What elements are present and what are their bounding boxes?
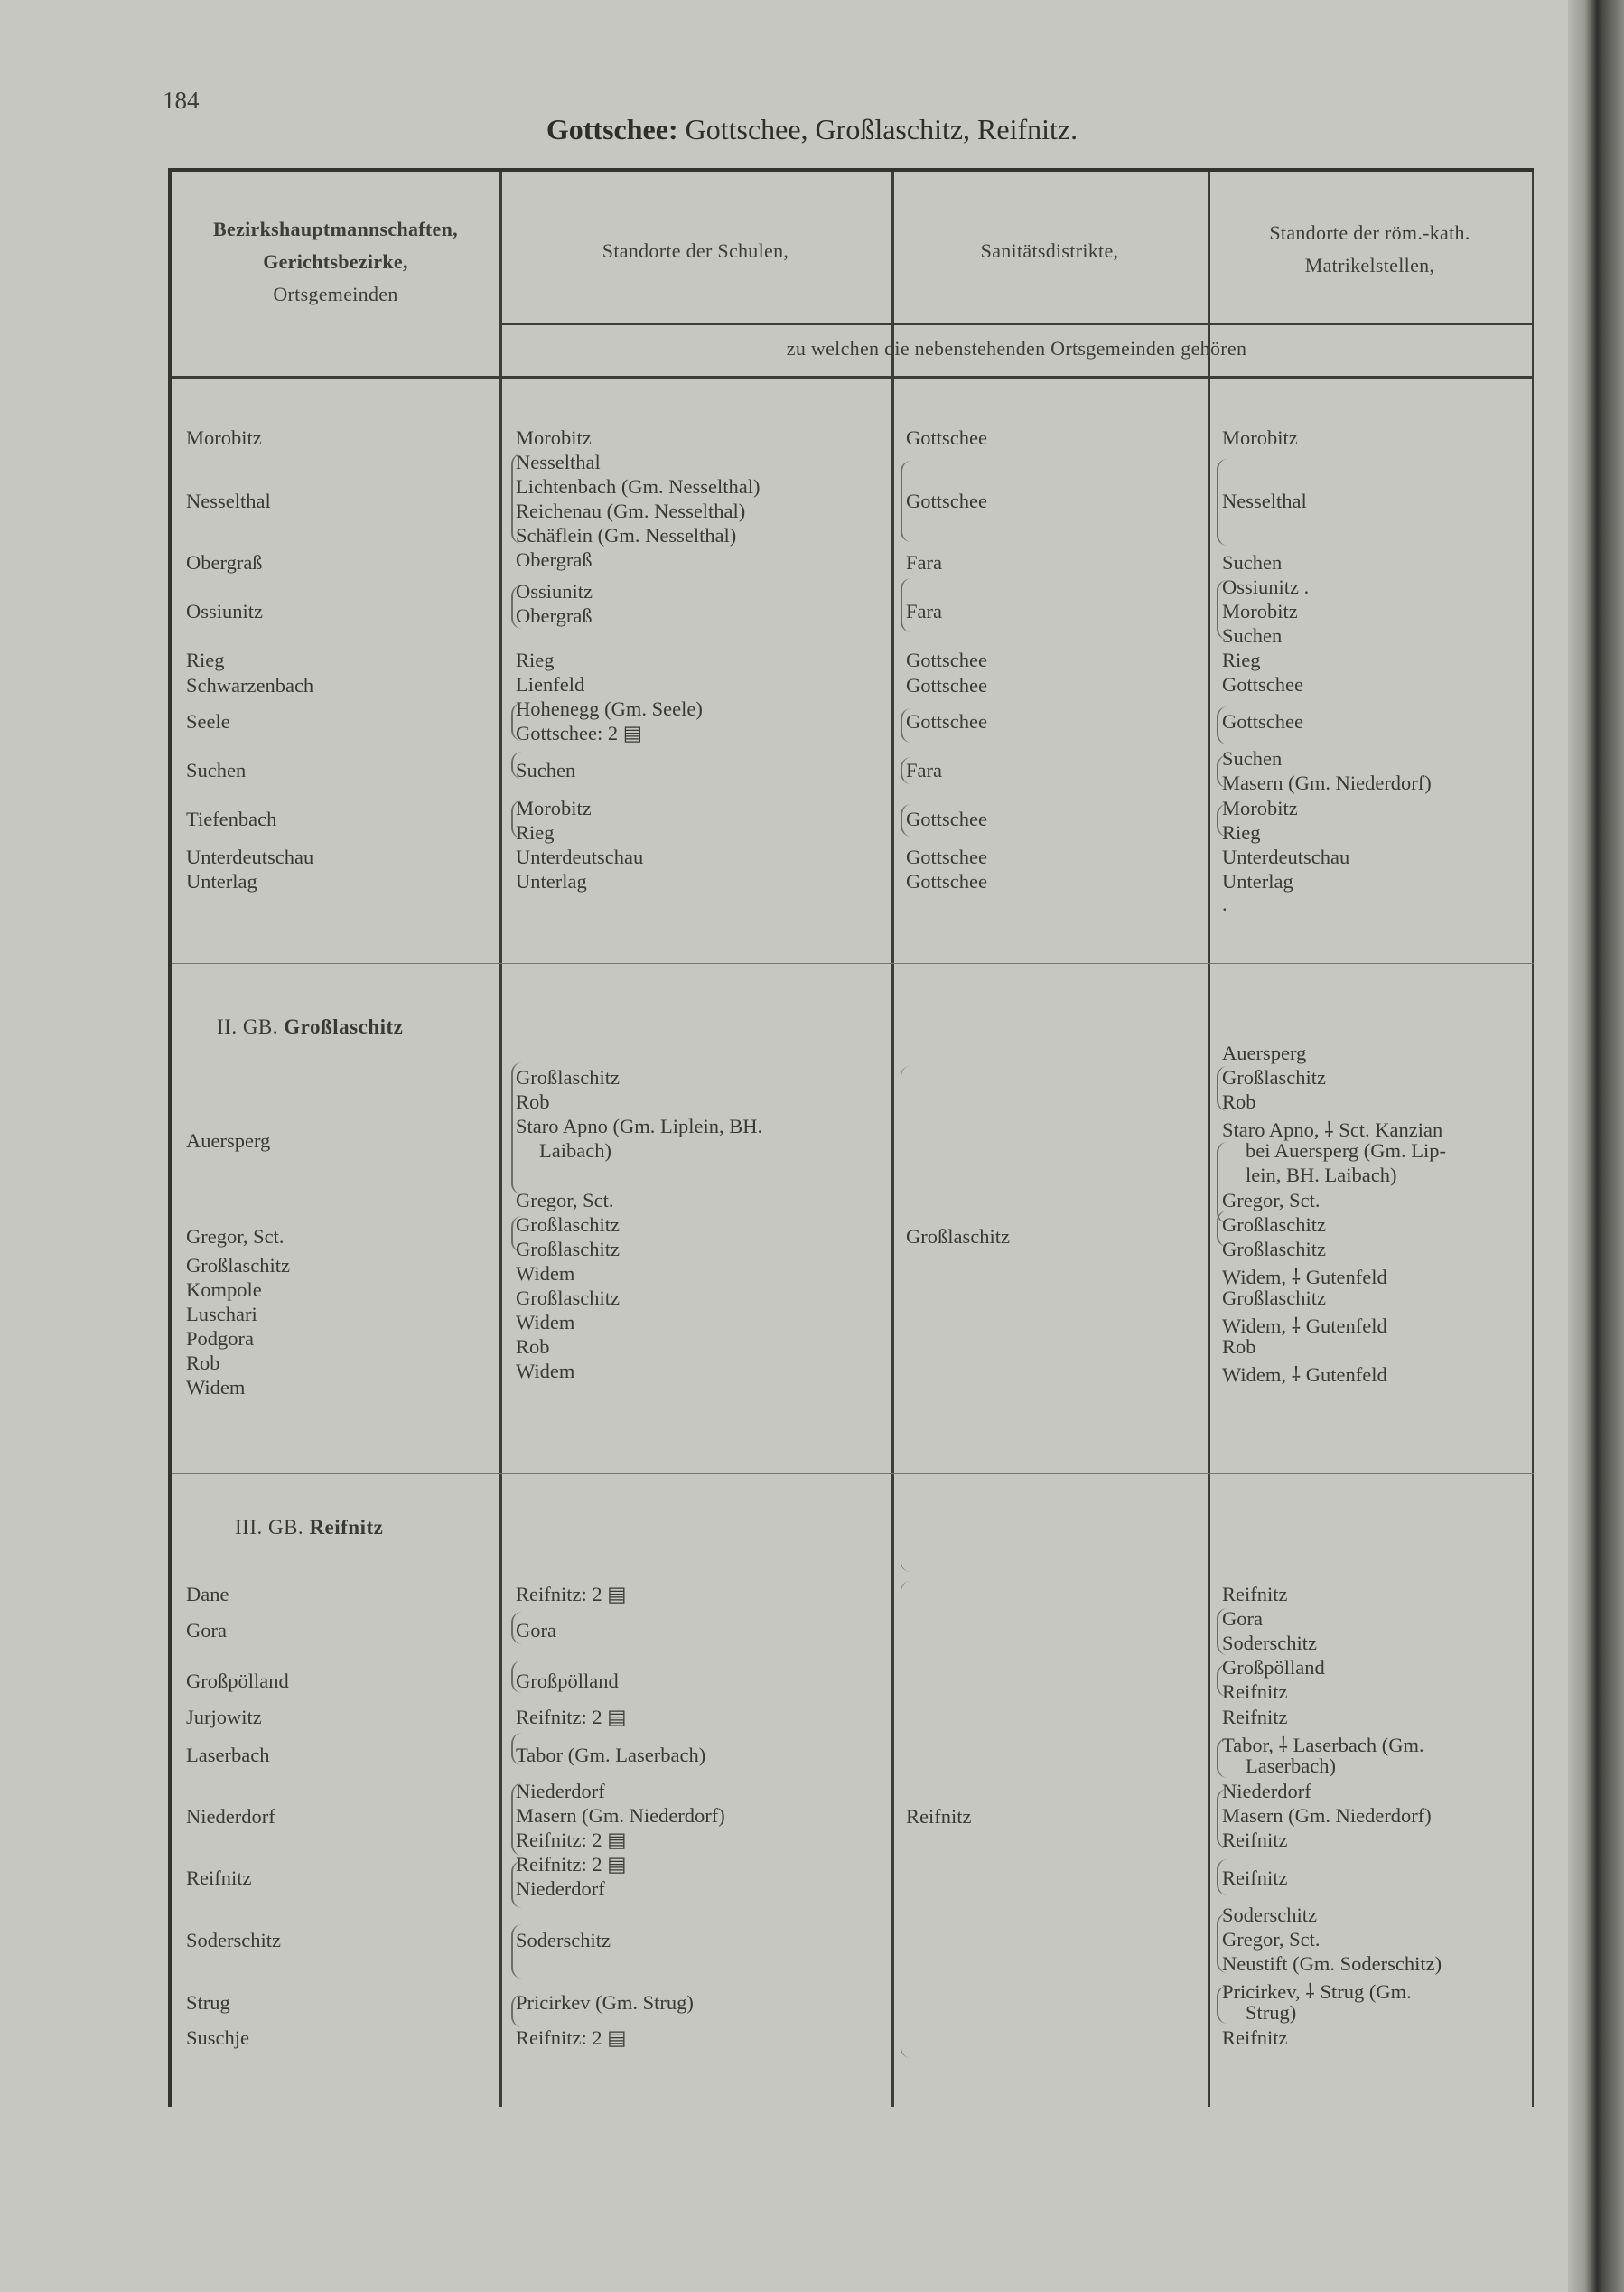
list-item: Unterlag xyxy=(186,870,257,893)
list-item: Unterdeutschau xyxy=(186,846,314,868)
list-item: Gottschee xyxy=(1222,710,1303,733)
list-item: Nesselthal xyxy=(516,451,601,473)
list-item: Großlaschitz xyxy=(186,1254,290,1277)
list-item: Gottschee xyxy=(906,710,987,733)
list-item: Gora xyxy=(516,1619,556,1642)
list-item: Unterlag xyxy=(516,870,587,893)
list-item: Gottschee xyxy=(906,846,987,868)
section-heading-reifnitz xyxy=(235,1516,383,1539)
list-item: Pricirkev (Gm. Strug) xyxy=(516,1991,694,2014)
list-item: Masern (Gm. Niederdorf) xyxy=(1222,1804,1432,1827)
header-col1 xyxy=(172,213,499,311)
list-item: Gregor, Sct. xyxy=(1222,1928,1321,1951)
list-item: Laibach) xyxy=(539,1139,611,1162)
list-item: Fara xyxy=(906,759,942,781)
list-item: Obergraß xyxy=(516,604,593,627)
list-item: Widem xyxy=(516,1360,575,1382)
list-item: Obergraß xyxy=(186,551,263,574)
section-heading-grosslaschitz xyxy=(217,1015,403,1039)
list-item: Seele xyxy=(186,710,230,733)
list-item: Reifnitz xyxy=(1222,1583,1288,1605)
header-col4-line1: Standorte der röm.-kath. xyxy=(1269,221,1470,244)
list-item: Strug xyxy=(186,1991,230,2014)
list-item: Obergraß xyxy=(516,548,593,571)
list-item: Großlaschitz xyxy=(1222,1238,1326,1260)
list-item: Staro Apno, ⸸ Sct. Kanzian xyxy=(1222,1118,1443,1141)
list-item: Gottschee xyxy=(906,870,987,893)
page-title xyxy=(0,113,1624,146)
list-item: Großpölland xyxy=(516,1670,619,1692)
list-item: Morobitz xyxy=(516,797,592,819)
list-item: Großlaschitz xyxy=(516,1286,620,1309)
list-item: Reifnitz xyxy=(906,1805,972,1828)
list-item: Ossiunitz . xyxy=(1222,575,1310,598)
list-item: Rob xyxy=(516,1335,550,1358)
list-item: Morobitz xyxy=(516,426,592,449)
list-item: Nesselthal xyxy=(186,490,271,512)
list-item: Reifnitz: 2 ▤ xyxy=(516,1706,627,1728)
list-item: Reifnitz: 2 ▤ xyxy=(516,1829,627,1851)
header-col4-line2: Matrikelstellen, xyxy=(1304,254,1435,276)
list-item: Suchen xyxy=(1222,747,1283,770)
title-bold: Gottschee: xyxy=(546,113,678,145)
list-item: Suchen xyxy=(516,759,576,781)
section-rule-2 xyxy=(172,1473,1534,1474)
list-item: Lichtenbach (Gm. Nesselthal) xyxy=(516,475,761,498)
header-col4 xyxy=(1208,217,1532,282)
list-item: Rieg xyxy=(1222,821,1261,844)
list-item: Gottschee xyxy=(906,649,987,671)
list-item: Auersperg xyxy=(1222,1042,1307,1064)
list-item: Jurjowitz xyxy=(186,1706,262,1728)
list-item: Gottschee xyxy=(906,426,987,449)
page-number: 184 xyxy=(163,87,200,114)
list-item: Widem, ⸸ Gutenfeld xyxy=(1222,1266,1387,1288)
list-item: Großlaschitz xyxy=(1222,1286,1326,1309)
list-item: Podgora xyxy=(186,1327,254,1350)
list-item: Fara xyxy=(906,600,942,622)
list-item: Auersperg xyxy=(186,1129,271,1152)
list-item: lein, BH. Laibach) xyxy=(1246,1164,1397,1186)
list-item: Tabor (Gm. Laserbach) xyxy=(516,1744,706,1766)
list-item: Morobitz xyxy=(1222,797,1298,819)
list-item: Soderschitz xyxy=(516,1929,611,1951)
list-item: Rieg xyxy=(516,649,555,671)
brace xyxy=(901,1066,910,1572)
header-col3: Sanitätsdistrikte, xyxy=(980,239,1119,262)
list-item: Reichenau (Gm. Nesselthal) xyxy=(516,500,746,522)
list-item: Ossiunitz xyxy=(186,600,264,622)
list-item: Rieg xyxy=(186,649,225,671)
list-item: Kompole xyxy=(186,1278,262,1301)
list-item: Reifnitz: 2 ▤ xyxy=(516,2026,627,2049)
col-rule-1 xyxy=(499,172,502,2107)
section-title: Reifnitz xyxy=(309,1516,384,1539)
title-rest: Gottschee, Großlaschitz, Reifnitz. xyxy=(677,113,1078,145)
list-item: Reifnitz: 2 ▤ xyxy=(516,1853,627,1876)
list-item: bei Auersperg (Gm. Lip- xyxy=(1246,1139,1447,1162)
list-item: Ossiunitz xyxy=(516,580,593,603)
list-item: Niederdorf xyxy=(1222,1780,1311,1802)
list-item: Reifnitz xyxy=(1222,1829,1288,1851)
list-item: Reifnitz xyxy=(1222,1866,1288,1889)
header-sub-rule xyxy=(499,323,1534,325)
list-item: Niederdorf xyxy=(516,1877,605,1900)
list-item: Dane xyxy=(186,1583,229,1605)
list-item: Soderschitz xyxy=(1222,1632,1317,1654)
col-rule-3 xyxy=(1208,172,1210,2107)
header-col1-line2: Gerichtsbezirke, xyxy=(263,250,408,273)
list-item: Reifnitz xyxy=(1222,1680,1288,1703)
list-item: Großlaschitz xyxy=(1222,1213,1326,1236)
list-item: Gregor, Sct. xyxy=(516,1189,614,1211)
list-item: Großlaschitz xyxy=(516,1213,620,1236)
list-item: Suchen xyxy=(1222,551,1283,574)
section-title: Großlaschitz xyxy=(284,1015,404,1038)
list-item: Großlaschitz xyxy=(906,1225,1010,1248)
section-prefix: II. GB. xyxy=(217,1015,279,1038)
list-item: Unterlag xyxy=(1222,870,1293,893)
list-item: Großlaschitz xyxy=(516,1066,620,1089)
list-item: Großpölland xyxy=(1222,1656,1325,1679)
list-item: Widem, ⸸ Gutenfeld xyxy=(1222,1314,1387,1337)
list-item: Unterdeutschau xyxy=(1222,846,1350,868)
list-item: Hohenegg (Gm. Seele) xyxy=(516,697,703,720)
list-item: Niederdorf xyxy=(186,1805,275,1828)
list-item: Tiefenbach xyxy=(186,808,277,830)
list-item: Rieg xyxy=(1222,649,1261,671)
list-item: Unterdeutschau xyxy=(516,846,644,868)
list-item: Gottschee xyxy=(906,808,987,830)
list-item: Schäflein (Gm. Nesselthal) xyxy=(516,524,737,547)
list-item: Suchen xyxy=(186,759,247,781)
list-item: Gottschee xyxy=(1222,673,1303,696)
section-rule-1 xyxy=(172,963,1534,964)
list-item: Reifnitz: 2 ▤ xyxy=(516,1583,627,1605)
col-rule-right xyxy=(1532,172,1534,2107)
list-item: Gottschee: 2 ▤ xyxy=(516,722,642,744)
list-item: Reifnitz xyxy=(1222,1706,1288,1728)
list-item: Masern (Gm. Niederdorf) xyxy=(516,1804,725,1827)
list-item: Staro Apno (Gm. Liplein, BH. xyxy=(516,1115,763,1137)
list-item: Morobitz xyxy=(186,426,262,449)
list-item: Nesselthal xyxy=(1222,490,1307,512)
header-col2: Standorte der Schulen, xyxy=(602,239,789,262)
list-item: Luschari xyxy=(186,1303,257,1325)
list-item: Morobitz xyxy=(1222,426,1298,449)
list-item: Masern (Gm. Niederdorf) xyxy=(1222,772,1432,794)
list-item: Rob xyxy=(1222,1090,1256,1113)
list-item: Reifnitz xyxy=(186,1866,252,1889)
list-item: Suchen xyxy=(1222,624,1283,647)
list-item: Rob xyxy=(186,1352,220,1374)
list-item: Großlaschitz xyxy=(1222,1066,1326,1089)
list-item: Gottschee xyxy=(906,674,987,697)
list-item: Rieg xyxy=(516,821,555,844)
header-col1-line1: Bezirkshauptmannschaften, xyxy=(213,218,458,240)
list-item: Rob xyxy=(1222,1335,1256,1358)
list-item: Schwarzenbach xyxy=(186,674,314,697)
list-item: Gregor, Sct. xyxy=(186,1225,285,1248)
list-item: Widem xyxy=(516,1311,575,1333)
header-col1-line3: Ortsgemeinden xyxy=(273,283,398,305)
list-item: Tabor, ⸸ Laserbach (Gm. xyxy=(1222,1734,1424,1756)
list-item: Reifnitz xyxy=(1222,2026,1288,2049)
col-rule-2 xyxy=(891,172,894,2107)
list-item: Widem xyxy=(516,1262,575,1285)
list-item: Großlaschitz xyxy=(516,1238,620,1260)
list-item: Niederdorf xyxy=(516,1780,605,1802)
section-prefix: III. GB. xyxy=(235,1516,304,1539)
list-item: Strug) xyxy=(1246,2001,1297,2024)
list-item: Soderschitz xyxy=(1222,1904,1317,1926)
list-item: Großpölland xyxy=(186,1670,289,1692)
list-item: Morobitz xyxy=(1222,600,1298,622)
list-item: Gora xyxy=(186,1619,227,1642)
list-item: Pricirkev, ⸸ Strug (Gm. xyxy=(1222,1980,1412,2003)
list-item: Fara xyxy=(906,551,942,574)
list-item: Laserbach xyxy=(186,1744,270,1766)
header-bottom-rule xyxy=(172,376,1534,379)
list-item: Suschje xyxy=(186,2026,249,2049)
header-subheader: zu welchen die nebenstehenden Ortsgemeinden gehören xyxy=(786,337,1247,360)
list-item: . xyxy=(1222,893,1227,915)
list-item: Widem xyxy=(186,1376,246,1399)
list-item: Soderschitz xyxy=(186,1929,281,1951)
page-edge-shadow xyxy=(1568,0,1624,2292)
list-item: Widem, ⸸ Gutenfeld xyxy=(1222,1363,1387,1386)
list-item: Rob xyxy=(516,1090,550,1113)
list-item: Gregor, Sct. xyxy=(1222,1189,1321,1211)
list-item: Laserbach) xyxy=(1246,1754,1336,1777)
list-item: Gottschee xyxy=(906,490,987,512)
gazetteer-table xyxy=(168,168,1534,2107)
list-item: Lienfeld xyxy=(516,673,585,696)
list-item: Neustift (Gm. Soderschitz) xyxy=(1222,1952,1442,1975)
list-item: Gora xyxy=(1222,1607,1263,1630)
